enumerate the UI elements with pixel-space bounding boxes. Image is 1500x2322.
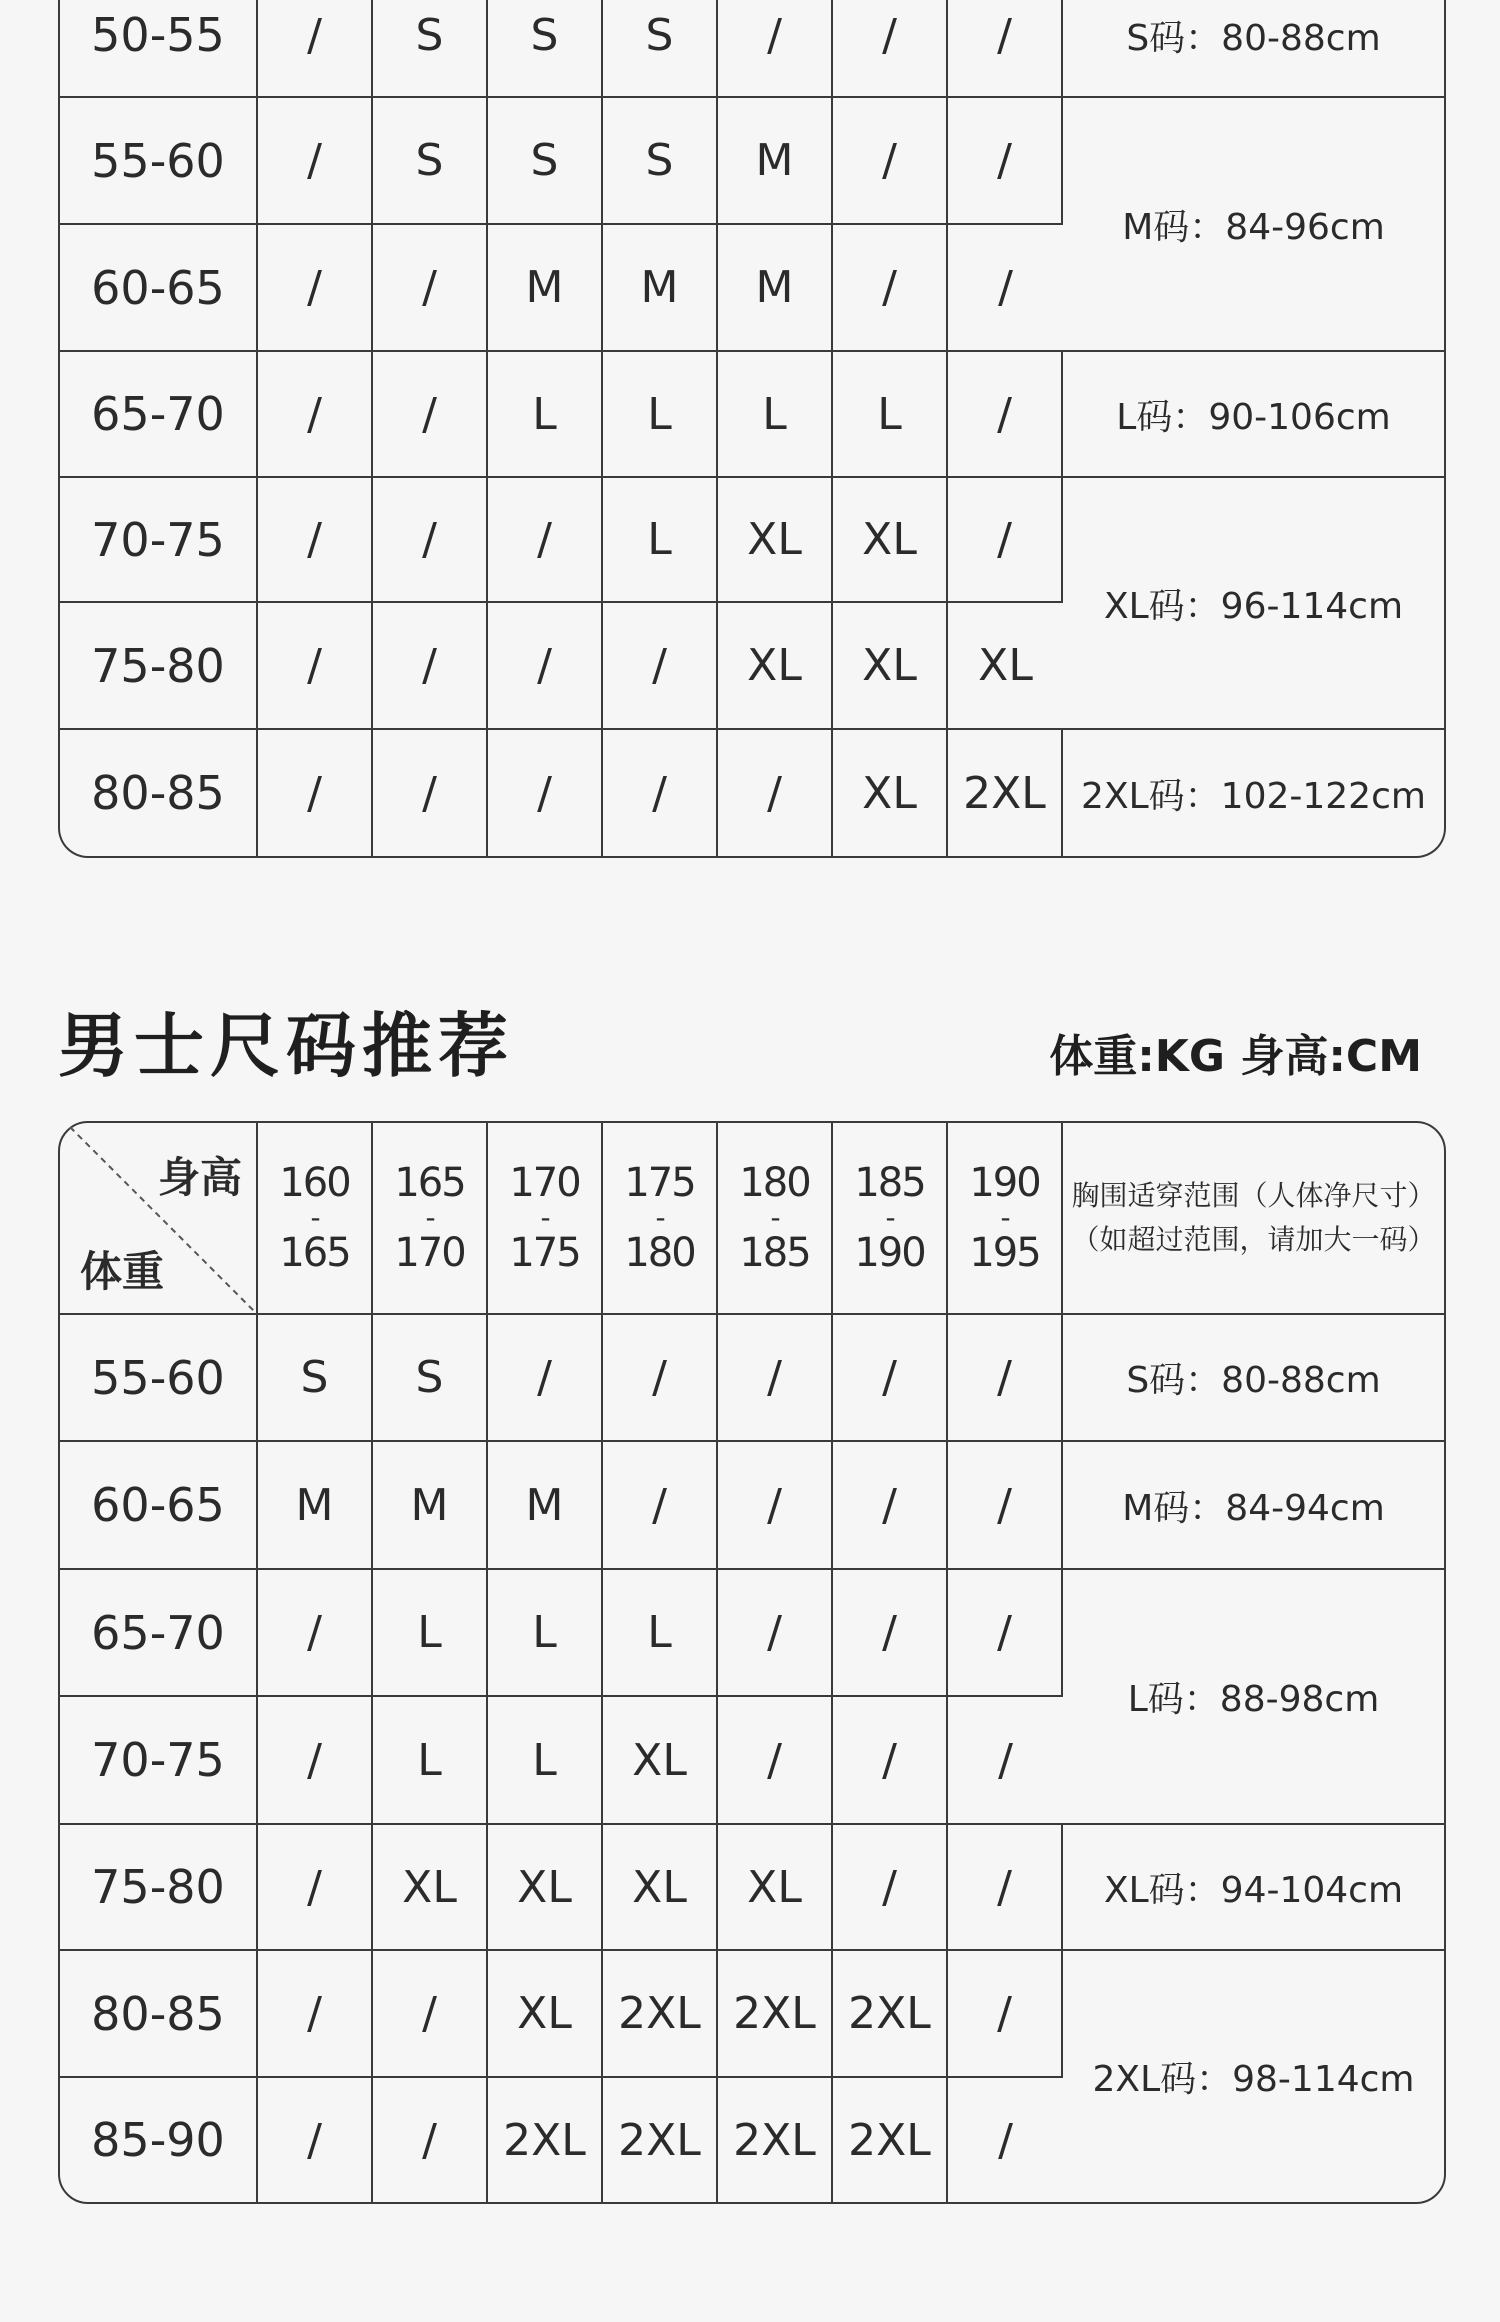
men-size-table xyxy=(58,1121,1446,2204)
height-range-dash: - xyxy=(770,1201,779,1234)
size-cell: 2XL xyxy=(718,2078,833,2202)
height-range-header xyxy=(373,1123,488,1315)
height-range-header xyxy=(833,1123,948,1315)
height-range-start: 165 xyxy=(394,1160,465,1206)
height-range-end: 185 xyxy=(739,1230,810,1276)
weight-range-cell: 55-60 xyxy=(60,1315,258,1442)
size-cell: XL xyxy=(373,1825,488,1951)
size-cell: / xyxy=(258,478,373,603)
size-cell: / xyxy=(373,730,488,856)
size-cell: / xyxy=(488,1315,603,1442)
size-cell: / xyxy=(948,1951,1063,2078)
weight-range-cell: 85-90 xyxy=(60,2078,258,2202)
size-cell: / xyxy=(258,1825,373,1951)
size-cell: / xyxy=(948,1315,1063,1442)
table-row xyxy=(60,352,1444,478)
size-cell: XL xyxy=(833,603,948,730)
height-range-header xyxy=(718,1123,833,1315)
size-cell: L xyxy=(833,352,948,478)
weight-range-cell: 65-70 xyxy=(60,352,258,478)
height-range-dash: - xyxy=(1000,1201,1009,1234)
size-cell: M xyxy=(488,225,603,352)
units-label: 体重:KG 身高:CM xyxy=(1049,1031,1422,1082)
size-cell: / xyxy=(258,98,373,225)
weight-range-cell: 55-60 xyxy=(60,98,258,225)
size-cell: S xyxy=(603,98,718,225)
height-range-end: 195 xyxy=(969,1230,1040,1276)
size-cell: M xyxy=(603,225,718,352)
size-cell: / xyxy=(258,1697,373,1825)
height-range-dash: - xyxy=(885,1201,894,1234)
height-range-dash: - xyxy=(310,1201,319,1234)
size-cell: 2XL xyxy=(603,1951,718,2078)
size-cell: L xyxy=(373,1570,488,1697)
size-cell: / xyxy=(258,1951,373,2078)
size-cell: L xyxy=(603,352,718,478)
size-cell: / xyxy=(373,225,488,352)
size-cell: S xyxy=(258,1315,373,1442)
size-cell: XL xyxy=(718,478,833,603)
size-cell: S xyxy=(373,0,488,98)
size-cell: / xyxy=(488,603,603,730)
size-cell: / xyxy=(258,603,373,730)
size-cell: / xyxy=(948,1570,1063,1697)
table-row xyxy=(60,730,1444,856)
chest-range-cell: 2XL码：98-114cm xyxy=(1092,2059,1415,2100)
size-cell: / xyxy=(258,225,373,352)
size-cell: / xyxy=(603,1315,718,1442)
size-cell: XL xyxy=(948,603,1063,730)
size-cell: XL xyxy=(718,1825,833,1951)
size-cell: L xyxy=(373,1697,488,1825)
chest-range-header xyxy=(1063,1123,1444,1315)
size-cell: / xyxy=(833,1570,948,1697)
size-cell: / xyxy=(948,98,1063,225)
size-cell: L xyxy=(718,352,833,478)
size-cell: / xyxy=(833,98,948,225)
size-cell: / xyxy=(373,2078,488,2202)
chest-range-cell: 2XL码：102-122cm xyxy=(1081,775,1426,817)
size-cell: / xyxy=(718,1315,833,1442)
table-header-row xyxy=(60,1123,1444,1315)
size-cell: S xyxy=(488,98,603,225)
weight-range-cell: 75-80 xyxy=(60,603,258,730)
chest-range-cell: L码：90-106cm xyxy=(1063,352,1444,478)
size-cell: L xyxy=(488,1570,603,1697)
chest-header-line1: 胸围适穿范围（人体净尺寸） xyxy=(1071,1179,1436,1212)
chest-range-cell: XL码：94-104cm xyxy=(1063,1825,1444,1951)
table-row xyxy=(60,1315,1444,1442)
size-cell: / xyxy=(998,2114,1013,2166)
size-cell: M xyxy=(258,1442,373,1570)
size-cell: / xyxy=(948,1442,1063,1570)
size-cell: 2XL xyxy=(948,730,1063,856)
weight-range-cell: 70-75 xyxy=(60,1697,258,1825)
height-range-header xyxy=(603,1123,718,1315)
size-cell: / xyxy=(948,1697,1063,1825)
weight-range-cell: 75-80 xyxy=(60,1825,258,1951)
size-cell: XL xyxy=(603,1825,718,1951)
size-cell: / xyxy=(718,0,833,98)
size-cell: / xyxy=(373,478,488,603)
size-cell: / xyxy=(603,730,718,856)
size-cell: / xyxy=(833,225,948,352)
height-axis-label: 身高 xyxy=(157,1153,242,1202)
size-cell: / xyxy=(718,1442,833,1570)
size-cell: XL xyxy=(718,603,833,730)
size-cell: / xyxy=(718,1697,833,1825)
size-cell: / xyxy=(948,478,1063,603)
table-row xyxy=(60,1951,1444,2078)
size-cell: XL xyxy=(603,1697,718,1825)
diagonal-header-cell xyxy=(60,1123,258,1315)
size-cell: / xyxy=(948,1825,1063,1951)
height-range-dash: - xyxy=(425,1201,434,1234)
size-cell: / xyxy=(373,1951,488,2078)
size-cell: L xyxy=(603,1570,718,1697)
women-size-table xyxy=(58,0,1446,858)
table-row xyxy=(60,478,1444,603)
size-cell: S xyxy=(488,0,603,98)
table-row xyxy=(60,98,1444,225)
chest-range-cell: M码：84-94cm xyxy=(1063,1442,1444,1570)
size-cell: / xyxy=(718,1570,833,1697)
size-cell: / xyxy=(718,730,833,856)
size-cell: 2XL xyxy=(603,2078,718,2202)
size-cell: S xyxy=(373,98,488,225)
height-range-start: 185 xyxy=(854,1160,925,1206)
weight-range-cell: 60-65 xyxy=(60,225,258,352)
height-range-end: 180 xyxy=(624,1230,695,1276)
height-range-dash: - xyxy=(655,1201,664,1234)
height-range-dash: - xyxy=(540,1201,549,1234)
size-cell: XL xyxy=(488,1825,603,1951)
height-range-start: 190 xyxy=(969,1160,1040,1206)
weight-range-cell: 60-65 xyxy=(60,1442,258,1570)
size-cell: L xyxy=(488,1697,603,1825)
size-cell: M xyxy=(718,98,833,225)
size-cell: / xyxy=(258,1570,373,1697)
size-cell: M xyxy=(488,1442,603,1570)
height-range-end: 170 xyxy=(394,1230,465,1276)
weight-range-cell: 80-85 xyxy=(60,1951,258,2078)
height-range-end: 175 xyxy=(509,1230,580,1276)
size-cell: / xyxy=(833,1825,948,1951)
size-cell: S xyxy=(603,0,718,98)
chest-range-cell: XL码：96-114cm xyxy=(1063,478,1444,730)
size-cell: XL xyxy=(833,730,948,856)
weight-range-cell: 50-55 xyxy=(60,0,258,98)
height-range-header xyxy=(948,1123,1063,1315)
size-cell: 2XL xyxy=(833,1951,948,2078)
size-cell: 2XL xyxy=(833,2078,948,2202)
height-range-start: 170 xyxy=(509,1160,580,1206)
height-range-end: 165 xyxy=(279,1230,350,1276)
height-range-header xyxy=(488,1123,603,1315)
size-cell: / xyxy=(373,603,488,730)
size-cell: / xyxy=(833,1315,948,1442)
size-cell: L xyxy=(603,478,718,603)
size-cell: / xyxy=(833,1697,948,1825)
height-range-start: 160 xyxy=(279,1160,350,1206)
size-cell: / xyxy=(948,0,1063,98)
weight-range-cell: 80-85 xyxy=(60,730,258,856)
size-cell: / xyxy=(833,1442,948,1570)
size-cell: 2XL xyxy=(718,1951,833,2078)
table-row xyxy=(60,1442,1444,1570)
size-cell: / xyxy=(488,730,603,856)
size-cell: XL xyxy=(488,1951,603,2078)
size-cell: / xyxy=(948,352,1063,478)
size-cell: / xyxy=(373,352,488,478)
size-cell: XL xyxy=(833,478,948,603)
table-row xyxy=(60,1570,1444,1697)
size-cell: 2XL xyxy=(488,2078,603,2202)
height-range-start: 175 xyxy=(624,1160,695,1206)
size-cell: / xyxy=(948,225,1063,352)
weight-range-cell: 65-70 xyxy=(60,1570,258,1697)
chest-range-cell: L码：88-98cm xyxy=(1063,1570,1444,1825)
size-cell: M xyxy=(718,225,833,352)
size-cell: / xyxy=(833,0,948,98)
size-cell: / xyxy=(258,2078,373,2202)
weight-axis-label: 体重 xyxy=(80,1247,165,1296)
chest-range-cell: M码：84-96cm xyxy=(1063,98,1444,352)
chest-header-line2: （如超过范围，请加大一码） xyxy=(1071,1223,1436,1256)
height-range-header xyxy=(258,1123,373,1315)
table-row xyxy=(60,1825,1444,1951)
height-range-end: 190 xyxy=(854,1230,925,1276)
size-cell: L xyxy=(488,352,603,478)
size-cell: / xyxy=(603,1442,718,1570)
weight-range-cell: 70-75 xyxy=(60,478,258,603)
table-row xyxy=(60,0,1444,98)
size-cell: / xyxy=(258,352,373,478)
section-title: 男士尺码推荐 xyxy=(58,1005,514,1087)
height-range-start: 180 xyxy=(739,1160,810,1206)
chest-range-cell: S码：80-88cm xyxy=(1063,0,1444,98)
chest-range-cell: S码：80-88cm xyxy=(1063,1315,1444,1442)
size-cell: S xyxy=(373,1315,488,1442)
size-cell: / xyxy=(258,730,373,856)
size-cell: / xyxy=(258,0,373,98)
size-cell: M xyxy=(373,1442,488,1570)
size-cell: / xyxy=(603,603,718,730)
size-cell: / xyxy=(488,478,603,603)
